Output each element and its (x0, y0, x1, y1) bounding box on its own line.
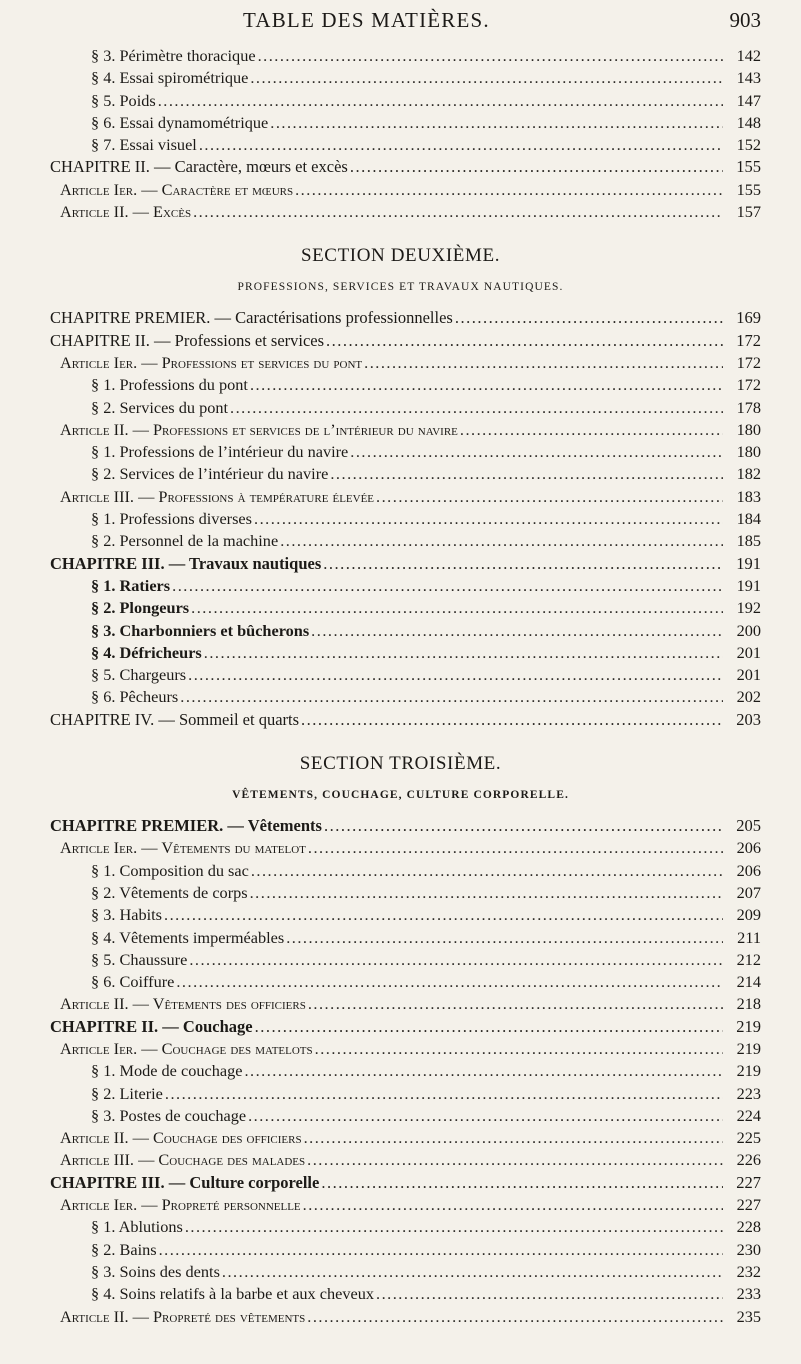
toc-entry-title: § 4. Défricheurs (91, 642, 202, 662)
toc-entry (0, 597, 801, 619)
toc-entry-page: 172 (736, 352, 761, 372)
toc-entry (0, 201, 801, 223)
toc-entry (0, 330, 801, 352)
dot-leader (199, 134, 723, 156)
toc-entry-page: 223 (736, 1083, 761, 1103)
toc-entry-title: § 2. Vêtements de corps (91, 882, 248, 902)
toc-entry-page: 218 (736, 994, 761, 1014)
toc-entry (0, 860, 801, 882)
toc-entry (0, 156, 801, 178)
toc-entry-title: § 3. Soins des dents (91, 1261, 220, 1281)
toc-entry (0, 1172, 801, 1194)
toc-entry (0, 352, 801, 374)
toc-entry (0, 1216, 801, 1238)
toc-entry (0, 575, 801, 597)
toc-entry (0, 686, 801, 708)
section-3-subtitle: VÊTEMENTS, COUCHAGE, CULTURE CORPORELLE. (232, 789, 569, 802)
toc-entry-page: 211 (737, 927, 761, 947)
dot-leader (172, 575, 723, 597)
toc-entry (0, 45, 801, 67)
toc-entry-title: Article II. — Excès (60, 202, 192, 222)
dot-leader (165, 1083, 723, 1105)
toc-entry-title: Article II. — Propreté des vêtements (60, 1306, 306, 1326)
toc-entry-title: CHAPITRE II. — Professions et services (50, 330, 325, 350)
toc-entry-page: 227 (736, 1195, 761, 1215)
toc-entry-title: Article Ier. — Couchage des matelots (60, 1038, 313, 1058)
toc-entry (0, 179, 801, 201)
toc-entry-title: Article III. — Couchage des malades (60, 1150, 306, 1170)
toc-entry (0, 1306, 801, 1328)
dot-leader (164, 904, 723, 926)
toc-entry-page: 227 (736, 1172, 761, 1192)
toc-entry-page: 206 (736, 860, 761, 880)
toc-entry-page: 180 (736, 419, 761, 439)
toc-entry-title: § 6. Pêcheurs (91, 687, 179, 707)
toc-entry-page: 219 (736, 1061, 761, 1081)
dot-leader (258, 45, 723, 67)
dot-leader (250, 882, 723, 904)
dot-leader (376, 486, 723, 508)
toc-entry-page: 183 (736, 486, 761, 506)
toc-entry (0, 67, 801, 89)
toc-entry-page: 157 (736, 202, 761, 222)
table-of-contents (0, 45, 801, 1328)
toc-entry (0, 837, 801, 859)
dot-leader (254, 508, 723, 530)
toc-entry-page: 226 (736, 1150, 761, 1170)
toc-entry-page: 212 (736, 949, 761, 969)
section-2-entries (0, 307, 801, 731)
toc-entry-page: 200 (736, 620, 761, 640)
toc-entry-page: 191 (736, 575, 761, 595)
toc-entry-page: 206 (736, 838, 761, 858)
toc-entry-title: § 2. Personnel de la machine (91, 531, 279, 551)
toc-entry-page: 230 (736, 1239, 761, 1259)
toc-entry-page: 233 (736, 1284, 761, 1304)
dot-leader (326, 330, 723, 352)
toc-entry-title: § 1. Professions de l’intérieur du navire (91, 442, 349, 462)
toc-entry-page: 235 (736, 1306, 761, 1326)
toc-entry-page: 201 (736, 665, 761, 685)
toc-entry-title: § 2. Literie (91, 1083, 163, 1103)
dot-leader (364, 352, 723, 374)
dot-leader (350, 441, 723, 463)
dot-leader (255, 1016, 723, 1038)
toc-entry-title: § 6. Essai dynamométrique (91, 112, 269, 132)
toc-entry-title: § 4. Vêtements imperméables (91, 927, 285, 947)
dot-leader (304, 1127, 723, 1149)
toc-entry-page: 155 (736, 157, 761, 177)
toc-entry-title: § 1. Composition du sac (91, 860, 249, 880)
toc-entry-title: Article Ier. — Propreté personnelle (60, 1195, 301, 1215)
toc-entry (0, 1016, 801, 1038)
dot-leader (204, 642, 723, 664)
toc-entry (0, 1239, 801, 1261)
toc-entry-page: 182 (736, 464, 761, 484)
toc-entry (0, 112, 801, 134)
toc-entry-page: 169 (736, 308, 761, 328)
toc-entry (0, 949, 801, 971)
toc-entry (0, 1283, 801, 1305)
dot-leader (159, 1239, 723, 1261)
toc-entry-title: § 5. Poids (91, 90, 156, 110)
toc-entry-title: CHAPITRE III. — Travaux nautiques (50, 553, 322, 573)
section-3-title: SECTION TROISIÈME. (299, 753, 502, 775)
toc-entry-page: 203 (736, 709, 761, 729)
dot-leader (193, 201, 723, 223)
toc-entry (0, 709, 801, 731)
toc-entry-page: 202 (736, 687, 761, 707)
dot-leader (222, 1261, 723, 1283)
toc-entry (0, 441, 801, 463)
dot-leader (180, 686, 723, 708)
toc-entry (0, 1105, 801, 1127)
toc-entry (0, 553, 801, 575)
toc-entry (0, 904, 801, 926)
toc-entry-page: 219 (736, 1038, 761, 1058)
toc-entry-title: § 2. Plongeurs (91, 598, 190, 618)
toc-entry (0, 1038, 801, 1060)
toc-entry (0, 419, 801, 441)
toc-entry-title: § 3. Postes de couchage (91, 1105, 247, 1125)
toc-entry-title: § 6. Coiffure (91, 972, 175, 992)
dot-leader (307, 1149, 723, 1171)
toc-entry (0, 1060, 801, 1082)
toc-entry-page: 155 (736, 179, 761, 199)
dot-leader (250, 67, 723, 89)
running-head (0, 8, 801, 34)
toc-entry (0, 307, 801, 329)
dot-leader (250, 374, 723, 396)
toc-entry-page: 148 (736, 112, 761, 132)
dot-leader (303, 1194, 723, 1216)
dot-leader (323, 553, 723, 575)
dot-leader (315, 1038, 723, 1060)
toc-entry-page: 180 (736, 442, 761, 462)
dot-leader (307, 1306, 723, 1328)
dot-leader (191, 597, 723, 619)
toc-entry (0, 134, 801, 156)
toc-entry-title: § 3. Périmètre thoracique (91, 46, 256, 65)
dot-leader (350, 156, 723, 178)
dot-leader (311, 620, 723, 642)
toc-entry-page: 142 (736, 46, 761, 65)
toc-entry-page: 219 (736, 1016, 761, 1036)
toc-entry-page: 172 (736, 375, 761, 395)
toc-entry-title: § 5. Chargeurs (91, 665, 187, 685)
toc-entry-title: Article II. — Professions et services de l’intérieur du navire (60, 419, 458, 439)
toc-entry-page: 191 (736, 553, 761, 573)
toc-entry (0, 971, 801, 993)
toc-entry (0, 1127, 801, 1149)
toc-entry-page: 205 (736, 816, 761, 836)
section-2-title: SECTION DEUXIÈME. (300, 245, 501, 267)
dot-leader (244, 1060, 723, 1082)
toc-block-continued (0, 45, 801, 223)
dot-leader (230, 397, 723, 419)
toc-entry-title: § 7. Essai visuel (91, 135, 197, 155)
toc-entry-title: CHAPITRE III. — Culture corporelle (50, 1172, 320, 1192)
toc-entry-page: 225 (736, 1128, 761, 1148)
toc-entry-title: Article Ier. — Vêtements du matelot (60, 838, 306, 858)
dot-leader (324, 815, 723, 837)
toc-entry-page: 214 (736, 972, 761, 992)
toc-entry-title: § 2. Services de l’intérieur du navire (91, 464, 329, 484)
toc-entry (0, 993, 801, 1015)
section-2-subtitle: PROFESSIONS, SERVICES ET TRAVAUX NAUTIQUES. (237, 281, 564, 294)
toc-entry (0, 508, 801, 530)
toc-entry-title: CHAPITRE PREMIER. — Vêtements (50, 816, 322, 836)
toc-entry (0, 882, 801, 904)
dot-leader (321, 1172, 723, 1194)
dot-leader (455, 307, 723, 329)
toc-entry-page: 228 (736, 1217, 761, 1237)
toc-entry (0, 642, 801, 664)
dot-leader (295, 179, 723, 201)
toc-entry-page: 184 (736, 509, 761, 529)
toc-entry (0, 463, 801, 485)
dot-leader (189, 949, 723, 971)
toc-entry-page: 192 (736, 598, 761, 618)
toc-entry-title: § 3. Habits (91, 905, 162, 925)
toc-entry-page: 172 (736, 330, 761, 350)
toc-entry (0, 1194, 801, 1216)
toc-entry-title: § 1. Professions du pont (91, 375, 248, 395)
toc-entry (0, 664, 801, 686)
dot-leader (308, 837, 723, 859)
toc-entry-page: 224 (736, 1105, 761, 1125)
toc-entry-title: § 1. Mode de couchage (91, 1061, 243, 1081)
dot-leader (270, 112, 723, 134)
toc-entry (0, 486, 801, 508)
toc-entry (0, 927, 801, 949)
toc-entry-page: 143 (736, 68, 761, 88)
dot-leader (376, 1283, 723, 1305)
toc-entry-title: Article III. — Professions à température élevée (60, 486, 375, 506)
toc-entry-title: § 4. Essai spirométrique (91, 68, 249, 88)
toc-entry-title: CHAPITRE PREMIER. — Caractérisations professionnelles (50, 308, 453, 328)
toc-entry-title: Article II. — Vêtements des officiers (60, 994, 306, 1014)
toc-entry-title: § 2. Services du pont (91, 397, 229, 417)
dot-leader (330, 463, 723, 485)
toc-entry-page: 152 (736, 135, 761, 155)
section-3-entries (0, 815, 801, 1328)
dot-leader (185, 1216, 723, 1238)
toc-entry-page: 147 (736, 90, 761, 110)
toc-entry (0, 1149, 801, 1171)
toc-entry-title: § 5. Chaussure (91, 949, 188, 969)
toc-entry (0, 90, 801, 112)
toc-entry (0, 530, 801, 552)
toc-entry (0, 397, 801, 419)
toc-entry-title: § 1. Professions diverses (91, 509, 252, 529)
toc-entry-title: § 4. Soins relatifs à la barbe et aux cheveux (91, 1284, 375, 1304)
toc-entry-page: 201 (736, 642, 761, 662)
dot-leader (460, 419, 723, 441)
dot-leader (308, 993, 723, 1015)
page-number: 903 (729, 8, 761, 32)
dot-leader (158, 90, 723, 112)
toc-entry (0, 815, 801, 837)
dot-leader (301, 709, 723, 731)
toc-entry-title: § 1. Ratiers (91, 575, 171, 595)
dot-leader (251, 860, 723, 882)
toc-entry (0, 374, 801, 396)
toc-entry-title: CHAPITRE II. — Caractère, mœurs et excès (50, 157, 348, 177)
toc-entry-title: § 2. Bains (91, 1239, 157, 1259)
toc-entry (0, 620, 801, 642)
toc-entry-title: Article Ier. — Professions et services du pont (60, 352, 363, 372)
toc-entry-page: 207 (736, 882, 761, 902)
dot-leader (286, 927, 723, 949)
toc-entry (0, 1261, 801, 1283)
dot-leader (280, 530, 723, 552)
toc-entry-title: Article Ier. — Caractère et mœurs (60, 179, 294, 199)
dot-leader (188, 664, 723, 686)
toc-entry-title: CHAPITRE II. — Couchage (50, 1016, 253, 1036)
toc-entry-title: Article II. — Couchage des officiers (60, 1128, 302, 1148)
dot-leader (248, 1105, 723, 1127)
toc-entry-page: 185 (736, 531, 761, 551)
toc-entry-page: 232 (736, 1261, 761, 1281)
toc-entry-page: 209 (736, 905, 761, 925)
toc-entry (0, 1083, 801, 1105)
toc-entry-title: § 3. Charbonniers et bûcherons (91, 620, 310, 640)
toc-entry-title: § 1. Ablutions (91, 1217, 183, 1237)
toc-entry-page: 178 (736, 397, 761, 417)
running-title: TABLE DES MATIÈRES. (243, 8, 490, 32)
toc-entry-title: CHAPITRE IV. — Sommeil et quarts (50, 709, 300, 729)
dot-leader (176, 971, 723, 993)
